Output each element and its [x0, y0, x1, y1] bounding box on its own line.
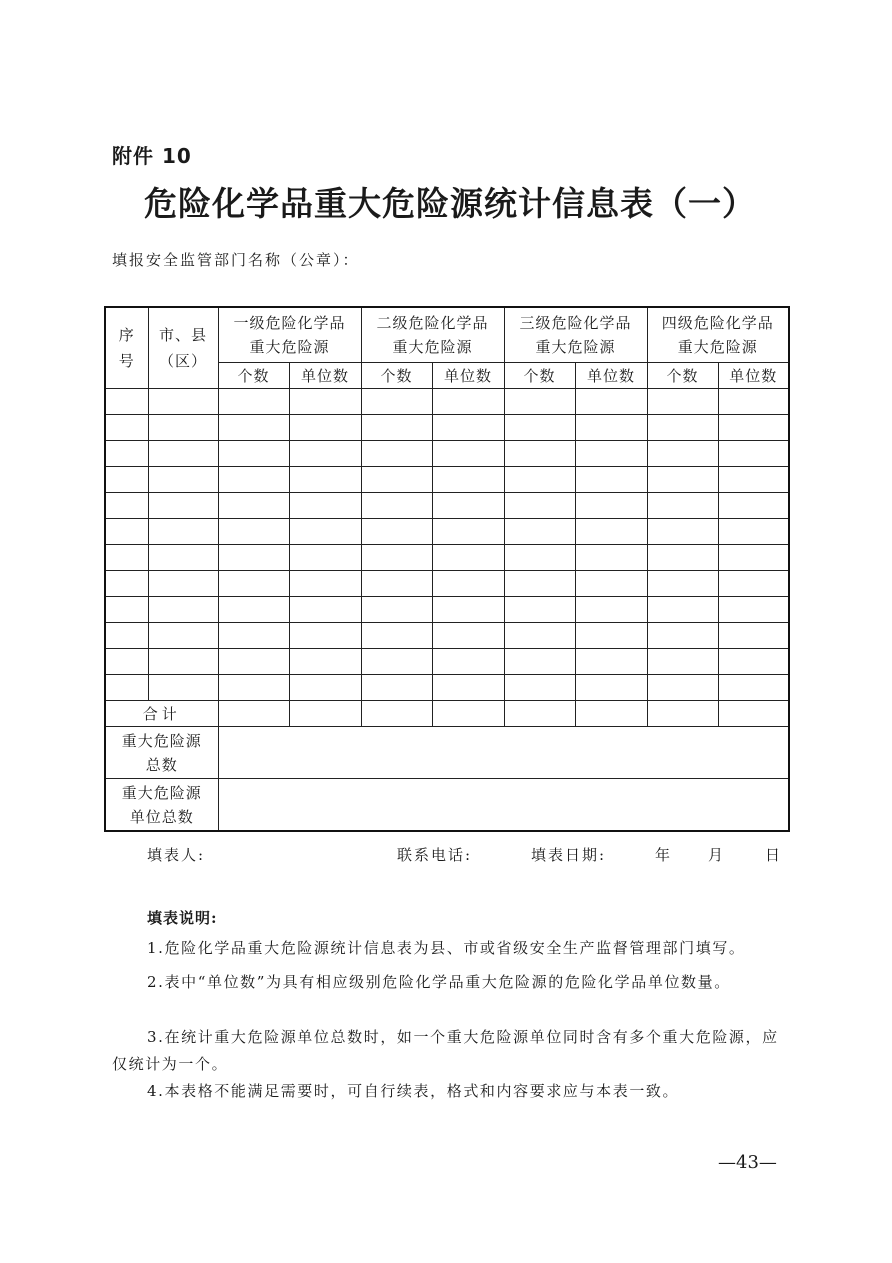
group-3-line2: 重大危险源: [535, 338, 616, 356]
table-cell[interactable]: [647, 493, 718, 519]
table-cell[interactable]: [432, 467, 504, 493]
department-label: 填报安全监管部门名称（公章）：: [112, 251, 360, 269]
table-cell[interactable]: [575, 493, 647, 519]
note-2: 2.表中“单位数”为具有相应级别危险化学品重大危险源的危险化学品单位数量。: [147, 973, 731, 991]
sum-sources-line2: 总数: [145, 755, 178, 774]
table-cell[interactable]: [647, 675, 718, 701]
table-cell[interactable]: [218, 597, 289, 623]
sum-units-line2: 单位总数: [129, 807, 194, 826]
footer-filler: 填表人:: [147, 846, 206, 864]
table-cell[interactable]: [148, 467, 218, 493]
table-cell[interactable]: [718, 545, 789, 571]
sum-units-line1: 重大危险源: [121, 783, 202, 802]
table-cell[interactable]: [289, 571, 361, 597]
table-cell[interactable]: [105, 545, 148, 571]
table-cell[interactable]: [647, 545, 718, 571]
table-cell[interactable]: [361, 649, 432, 675]
table-cell[interactable]: [105, 623, 148, 649]
table-cell[interactable]: [647, 649, 718, 675]
table-cell[interactable]: [575, 675, 647, 701]
table-cell[interactable]: [575, 415, 647, 441]
table-cell[interactable]: [289, 441, 361, 467]
table-cell[interactable]: [148, 597, 218, 623]
table-cell[interactable]: [647, 597, 718, 623]
header-count-1: 个数: [218, 363, 289, 389]
table-cell[interactable]: [504, 441, 575, 467]
header-group-2: [361, 307, 504, 363]
table-cell[interactable]: [718, 415, 789, 441]
group-1-line2: 重大危险源: [249, 338, 330, 356]
sum-units-value[interactable]: [218, 779, 789, 832]
table-cell[interactable]: [504, 467, 575, 493]
group-1-line1: 一级危险化学品: [233, 314, 346, 332]
table-cell[interactable]: [575, 467, 647, 493]
table-cell[interactable]: [218, 675, 289, 701]
table-cell[interactable]: [647, 415, 718, 441]
table-row: [105, 467, 789, 493]
table-cell[interactable]: [361, 519, 432, 545]
table-row: [105, 389, 789, 415]
table-cell[interactable]: [504, 701, 575, 727]
table-cell[interactable]: [504, 389, 575, 415]
table-cell[interactable]: [218, 519, 289, 545]
table-cell[interactable]: [105, 389, 148, 415]
header-count-2: 个数: [361, 363, 432, 389]
table-row: [105, 441, 789, 467]
table-cell[interactable]: [718, 623, 789, 649]
total-label: 合计: [105, 701, 218, 727]
table-cell[interactable]: [218, 389, 289, 415]
table-cell[interactable]: [218, 415, 289, 441]
header-count-3: 个数: [504, 363, 575, 389]
table-cell[interactable]: [575, 597, 647, 623]
table-cell[interactable]: [361, 415, 432, 441]
header-region-text: 市、县（区）: [158, 326, 207, 370]
table-cell[interactable]: [361, 389, 432, 415]
table-cell[interactable]: [148, 389, 218, 415]
header-units-2: 单位数: [432, 363, 504, 389]
table-cell[interactable]: [361, 675, 432, 701]
table-cell[interactable]: [105, 649, 148, 675]
table-cell[interactable]: [148, 675, 218, 701]
footer-month: 月: [708, 846, 726, 864]
table-cell[interactable]: [105, 675, 148, 701]
table-cell[interactable]: [432, 545, 504, 571]
table-row: [105, 545, 789, 571]
table-cell[interactable]: [105, 415, 148, 441]
sum-units-row: [105, 779, 789, 832]
table-cell[interactable]: [148, 649, 218, 675]
header-units-4: 单位数: [718, 363, 789, 389]
table-cell[interactable]: [504, 649, 575, 675]
table-cell[interactable]: [218, 467, 289, 493]
table-cell[interactable]: [575, 701, 647, 727]
sum-sources-row: [105, 727, 789, 779]
table-cell[interactable]: [718, 701, 789, 727]
table-cell[interactable]: [432, 571, 504, 597]
table-cell[interactable]: [148, 623, 218, 649]
table-cell[interactable]: [105, 571, 148, 597]
table-cell[interactable]: [718, 389, 789, 415]
sum-sources-label: [105, 727, 218, 779]
table-row: [105, 519, 789, 545]
table-cell[interactable]: [718, 493, 789, 519]
table-cell[interactable]: [289, 493, 361, 519]
page-number: —43—: [718, 1152, 777, 1173]
table-cell[interactable]: [432, 701, 504, 727]
total-row: [105, 701, 789, 727]
table-cell[interactable]: [432, 597, 504, 623]
table-cell[interactable]: [718, 649, 789, 675]
note-3: 3.在统计重大危险源单位总数时，如一个重大危险源单位同时含有多个重大危险源，应仅统计为一个。: [112, 1028, 779, 1073]
table-cell[interactable]: [361, 701, 432, 727]
table-cell[interactable]: [432, 493, 504, 519]
table-cell[interactable]: [289, 415, 361, 441]
table-cell[interactable]: [504, 519, 575, 545]
table-cell[interactable]: [504, 571, 575, 597]
group-2-line2: 重大危险源: [392, 338, 473, 356]
table-cell[interactable]: [575, 649, 647, 675]
note-4: 4.本表格不能满足需要时，可自行续表，格式和内容要求应与本表一致。: [147, 1082, 680, 1100]
header-group-1: [218, 307, 361, 363]
table-cell[interactable]: [504, 675, 575, 701]
table-cell[interactable]: [504, 493, 575, 519]
table-cell[interactable]: [289, 545, 361, 571]
table-cell[interactable]: [148, 545, 218, 571]
table-cell[interactable]: [105, 519, 148, 545]
table-cell[interactable]: [432, 623, 504, 649]
table-cell[interactable]: [504, 623, 575, 649]
table-cell[interactable]: [647, 467, 718, 493]
table-cell[interactable]: [361, 623, 432, 649]
table-cell[interactable]: [718, 441, 789, 467]
table-cell[interactable]: [647, 623, 718, 649]
table-cell[interactable]: [289, 519, 361, 545]
table-cell[interactable]: [148, 415, 218, 441]
table-cell[interactable]: [105, 493, 148, 519]
table-row: [105, 597, 789, 623]
table-cell[interactable]: [504, 597, 575, 623]
table-row: [105, 649, 789, 675]
table-cell[interactable]: [718, 519, 789, 545]
attachment-label: 附件 10: [112, 144, 192, 168]
table-row: [105, 415, 789, 441]
table-cell[interactable]: [105, 597, 148, 623]
header-group-3: [504, 307, 647, 363]
table-cell[interactable]: [647, 389, 718, 415]
footer-phone: 联系电话:: [397, 846, 473, 864]
table-cell[interactable]: [575, 441, 647, 467]
table-cell[interactable]: [718, 467, 789, 493]
header-group-4: [647, 307, 789, 363]
table-cell[interactable]: [575, 389, 647, 415]
header-seq: [105, 307, 148, 389]
table-cell[interactable]: [575, 623, 647, 649]
table-cell[interactable]: [504, 415, 575, 441]
table-cell[interactable]: [218, 441, 289, 467]
header-units-1: 单位数: [289, 363, 361, 389]
footer-date: 填表日期:: [531, 846, 607, 864]
table-cell[interactable]: [575, 571, 647, 597]
table-cell[interactable]: [432, 675, 504, 701]
header-count-4: 个数: [647, 363, 718, 389]
table-cell[interactable]: [432, 649, 504, 675]
table-body: [105, 389, 789, 701]
table-cell[interactable]: [718, 597, 789, 623]
table-cell[interactable]: [218, 649, 289, 675]
table-row: [105, 493, 789, 519]
table-cell[interactable]: [361, 493, 432, 519]
table-cell[interactable]: [361, 441, 432, 467]
table-cell[interactable]: [218, 493, 289, 519]
table-cell[interactable]: [432, 415, 504, 441]
table-cell[interactable]: [432, 441, 504, 467]
table-cell[interactable]: [718, 675, 789, 701]
table-cell[interactable]: [218, 623, 289, 649]
table-cell[interactable]: [218, 571, 289, 597]
group-4-line1: 四级危险化学品: [661, 314, 774, 332]
table-cell[interactable]: [361, 597, 432, 623]
header-row-groups: [105, 307, 789, 363]
table-cell[interactable]: [361, 545, 432, 571]
table-cell[interactable]: [148, 493, 218, 519]
statistics-table: [104, 306, 790, 832]
table-cell[interactable]: [148, 519, 218, 545]
table-cell[interactable]: [647, 441, 718, 467]
table-cell[interactable]: [647, 701, 718, 727]
table-cell[interactable]: [148, 571, 218, 597]
notes-title: 填表说明:: [147, 909, 218, 927]
table-cell[interactable]: [218, 545, 289, 571]
table-row: [105, 675, 789, 701]
table-row: [105, 623, 789, 649]
table-cell[interactable]: [289, 649, 361, 675]
table-cell[interactable]: [289, 389, 361, 415]
table-cell[interactable]: [718, 571, 789, 597]
table-cell[interactable]: [289, 597, 361, 623]
page-title: 危险化学品重大危险源统计信息表（一）: [144, 184, 756, 223]
table-cell[interactable]: [647, 571, 718, 597]
table-cell[interactable]: [289, 623, 361, 649]
group-2-line1: 二级危险化学品: [376, 314, 489, 332]
table-cell[interactable]: [289, 467, 361, 493]
table-cell[interactable]: [218, 701, 289, 727]
table-cell[interactable]: [148, 441, 218, 467]
table-cell[interactable]: [575, 519, 647, 545]
header-units-3: 单位数: [575, 363, 647, 389]
table-cell[interactable]: [432, 389, 504, 415]
header-seq-text: 序号: [118, 326, 135, 370]
table-cell[interactable]: [289, 675, 361, 701]
note-1: 1.危险化学品重大危险源统计信息表为县、市或省级安全生产监督管理部门填写。: [147, 939, 746, 957]
table-cell[interactable]: [105, 467, 148, 493]
footer-year: 年: [655, 846, 673, 864]
table-row: [105, 571, 789, 597]
group-4-line2: 重大危险源: [677, 338, 758, 356]
table-cell[interactable]: [432, 519, 504, 545]
table-cell[interactable]: [647, 519, 718, 545]
table-cell[interactable]: [361, 571, 432, 597]
sum-units-label: [105, 779, 218, 832]
table-cell[interactable]: [105, 441, 148, 467]
sum-sources-value[interactable]: [218, 727, 789, 779]
group-3-line1: 三级危险化学品: [519, 314, 632, 332]
table-cell[interactable]: [361, 467, 432, 493]
table-cell[interactable]: [504, 545, 575, 571]
table-cell[interactable]: [575, 545, 647, 571]
footer-day: 日: [765, 846, 783, 864]
header-region: [148, 307, 218, 389]
table-cell[interactable]: [289, 701, 361, 727]
sum-sources-line1: 重大危险源: [121, 731, 202, 750]
